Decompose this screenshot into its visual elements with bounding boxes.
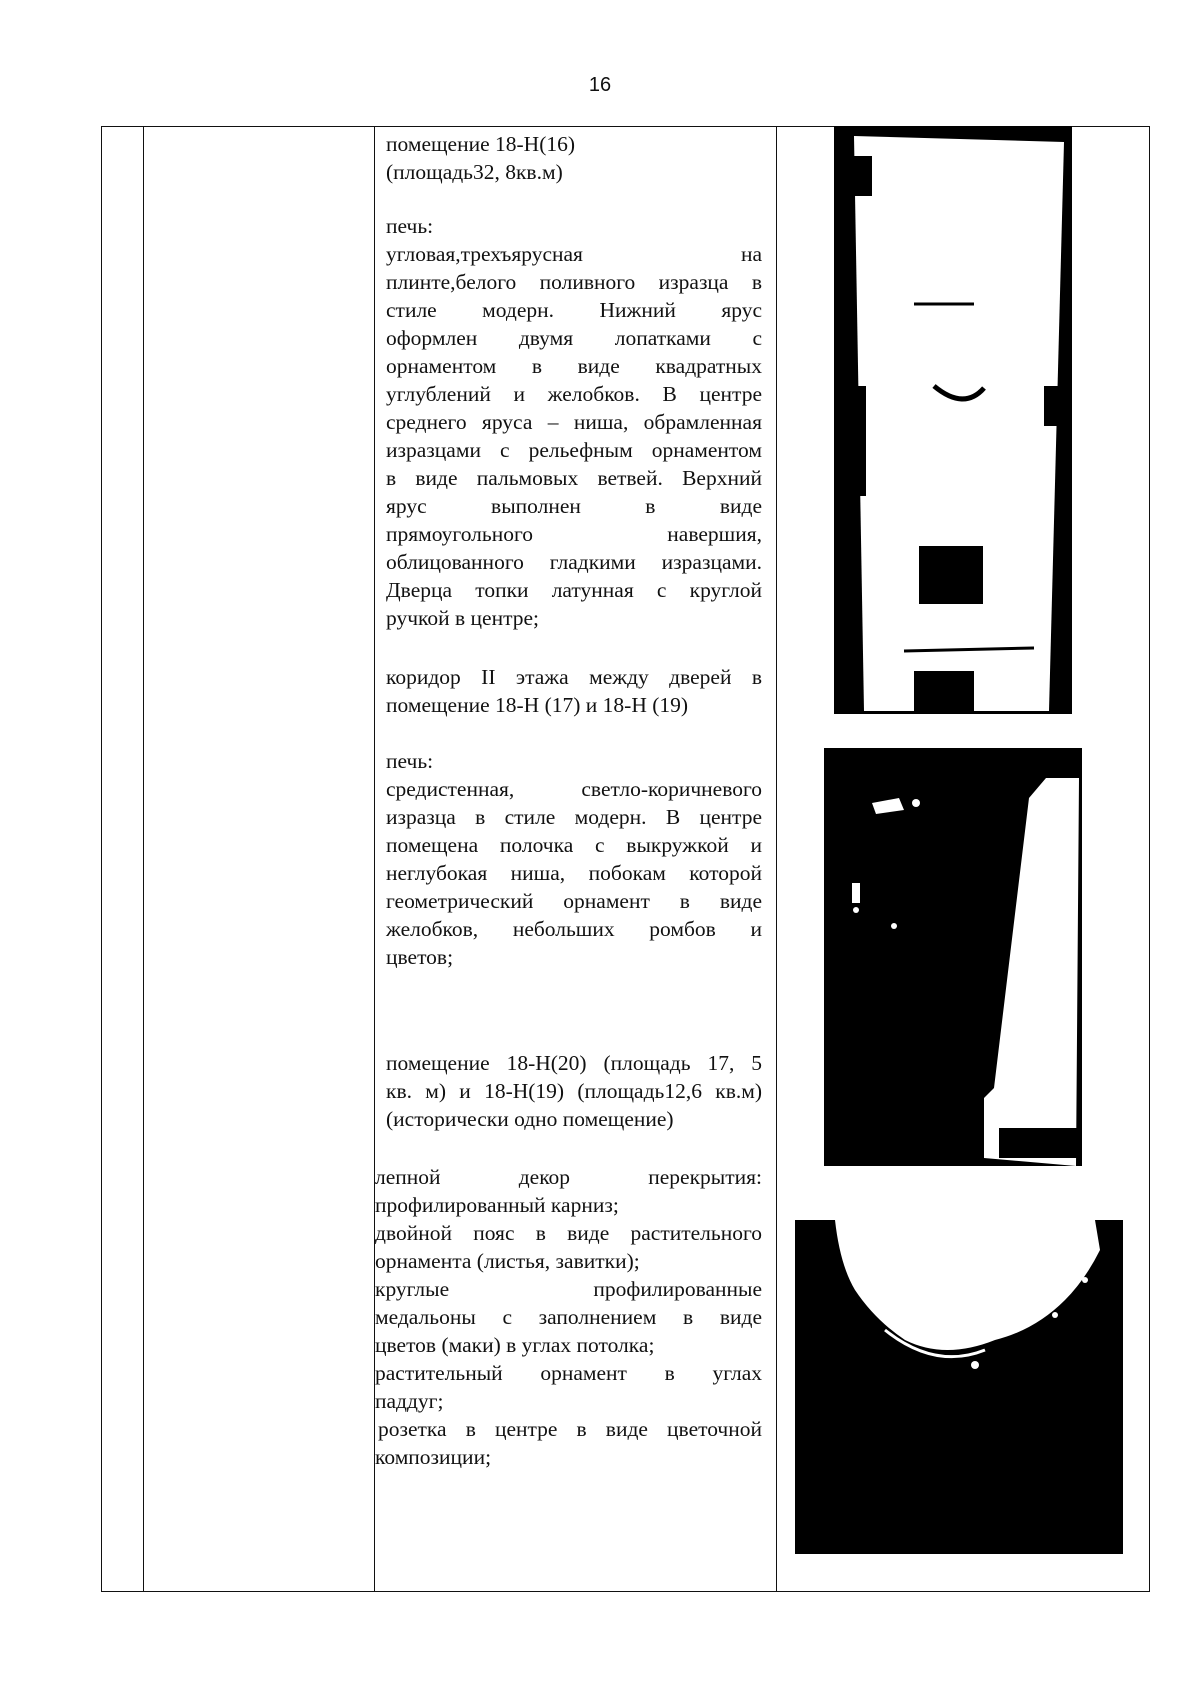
decor-list-a xyxy=(375,1163,762,1191)
decor-c-line: круглые профилированные xyxy=(375,1277,762,1301)
room-description-line: кв. м) и 18-Н(19) (площадь12,6 кв.м) xyxy=(386,1079,762,1103)
stove-description-line: стиле модерн. Нижний ярус xyxy=(386,298,762,322)
stove-photo-1 xyxy=(834,126,1072,714)
decor-b-last: орнамента (листья, завитки); xyxy=(375,1249,640,1273)
stove-description-last: ручкой в центре; xyxy=(386,606,540,630)
section-3-room xyxy=(386,1049,762,1133)
stove-description-2-line: неглубокая ниша, побокам которой xyxy=(386,861,762,885)
stove-description-line: в виде пальмовых ветвей. Верхний xyxy=(386,466,762,490)
stove-description-2 xyxy=(386,775,762,943)
page-number: 16 xyxy=(588,74,612,96)
room-area: (площадь32, 8кв.м) xyxy=(386,160,563,184)
stove-label: печь: xyxy=(386,214,434,238)
section-1-description xyxy=(386,130,762,632)
stove-description-2-line: желобков, небольших ромбов и xyxy=(386,917,762,941)
stove-description-2-line: изразца в стиле модерн. В центре xyxy=(386,805,762,829)
stove-description-line: среднего яруса – ниша, обрамленная xyxy=(386,410,762,434)
decor-a-line: лепной декор перекрытия: xyxy=(375,1165,762,1189)
decor-list-c xyxy=(375,1275,762,1331)
stove-description-line: Дверца топки латунная с круглой xyxy=(386,578,762,602)
stove-description xyxy=(386,240,762,604)
stove-description-line: изразцами с рельефным орнаментом xyxy=(386,438,762,462)
corridor-title: коридор II этажа между дверей в xyxy=(386,665,762,689)
stove-description-line: оформлен двумя лопатками с xyxy=(386,326,762,350)
decor-c-last: цветов (маки) в углах потолка; xyxy=(375,1333,655,1357)
stove-description-line: прямоугольного навершия, xyxy=(386,522,762,546)
stove-description-2-last: цветов; xyxy=(386,945,454,969)
room-description-line: помещение 18-Н(20) (площадь 17, 5 xyxy=(386,1051,762,1075)
decor-a-last: профилированный карниз; xyxy=(375,1193,619,1217)
stove-photo-2 xyxy=(824,748,1082,1166)
column-divider-1 xyxy=(143,126,144,1592)
stove-description-line: облицованного гладкими изразцами. xyxy=(386,550,762,574)
decor-b-line: двойной пояс в виде растительного xyxy=(375,1221,762,1245)
room-description-last: (исторически одно помещение) xyxy=(386,1107,674,1131)
stove-description-line: плинте,белого поливного изразца в xyxy=(386,270,762,294)
decor-d-line: растительный орнамент в углах xyxy=(375,1361,762,1385)
stove-label-2: печь: xyxy=(386,749,434,773)
stove-description-line: углублений и желобков. В центре xyxy=(386,382,762,406)
section-2-description xyxy=(386,663,762,971)
decor-c-line: медальоны с заполнением в виде xyxy=(375,1305,762,1329)
decor-list-d xyxy=(375,1359,762,1387)
stove-description-line: орнаментом в виде квадратных xyxy=(386,354,762,378)
ceiling-photo xyxy=(795,1220,1123,1554)
decor-list-e xyxy=(375,1415,762,1443)
decor-e-last: композиции; xyxy=(375,1445,492,1469)
stove-description-2-line: средистенная, светло-коричневого xyxy=(386,777,762,801)
decor-d-last: паддуг; xyxy=(375,1389,444,1413)
stove-description-line: ярус выполнен в виде xyxy=(386,494,762,518)
stove-description-line: угловая,трехъярусная на xyxy=(386,242,762,266)
column-divider-3 xyxy=(776,126,777,1592)
section-3-decor xyxy=(375,1163,762,1471)
room-title: помещение 18-Н(16) xyxy=(386,132,576,156)
room-description xyxy=(386,1049,762,1105)
decor-list-b xyxy=(375,1219,762,1247)
decor-e-line: розетка в центре в виде цветочной xyxy=(378,1417,762,1441)
stove-description-2-line: геометрический орнамент в виде xyxy=(386,889,762,913)
stove-description-2-line: помещена полочка с выкружкой и xyxy=(386,833,762,857)
corridor-subtitle: помещение 18-Н (17) и 18-Н (19) xyxy=(386,693,689,717)
